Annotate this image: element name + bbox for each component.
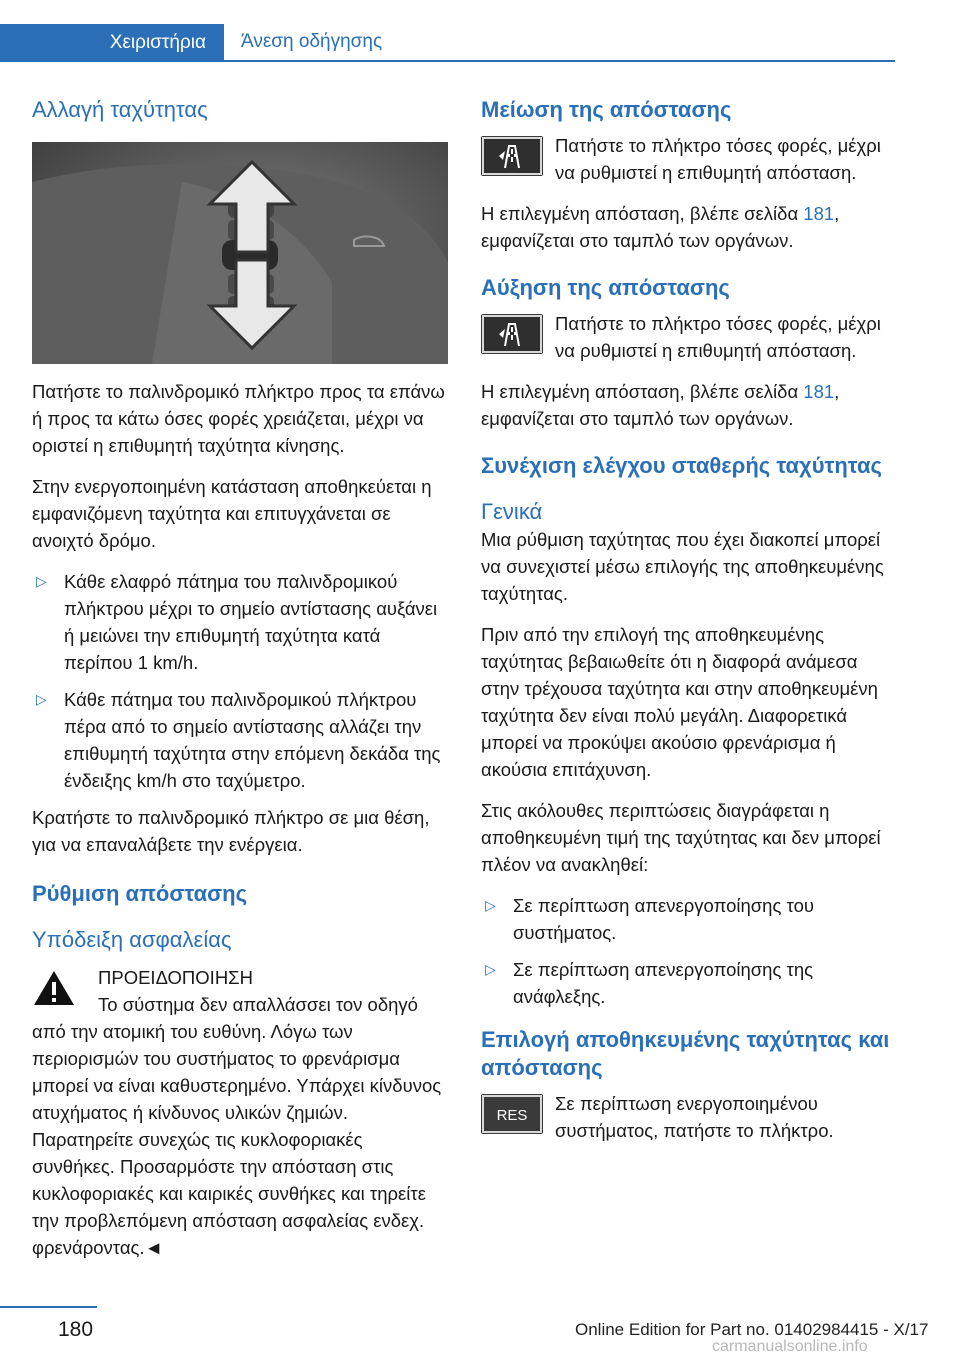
edition-text: Online Edition for Part no. 01402984415 - X/17	[575, 1320, 929, 1339]
increase-distance-block	[481, 310, 899, 364]
right-column	[481, 96, 899, 1158]
increase-distance-text: Πατήστε το πλήκτρο τόσες φορές, μέχρι να ρυθμιστεί η επιθυμητή απόσταση.	[555, 313, 881, 361]
heading-distance-setting: Ρύθμιση απόστασης	[32, 881, 248, 906]
general-para-2: Πριν από την επιλογή της αποθηκευμένης ταχύτητας βεβαιωθείτε ότι η διαφορά ανάμεσα στην τρέχουσα ταχύτητα και στην αποθηκευμένη ταχύτητα δεν είναι πολύ μεγάλη. Διαφορετικά μπορεί να προκύψει ακούσιο φρενάρισμα ή ακούσια επιτάχυνση.	[481, 624, 878, 780]
page-link-181[interactable]: 181	[803, 381, 835, 402]
reduce-ref: Η επιλεγμένη απόσταση, βλέπε σελίδα 181, εμφανίζεται στο ταμπλό των οργάνων.	[481, 203, 840, 251]
heading-change-speed: Αλλαγή ταχύτητας	[32, 97, 208, 122]
distance-button-icon	[481, 136, 543, 176]
page-header	[0, 0, 895, 64]
warning-title: ΠΡΟΕΙΔΟΠΟΙΗΣΗ	[98, 967, 253, 988]
page-link-181[interactable]: 181	[803, 203, 835, 224]
heading-continue-cruise: Συνέχιση ελέγχου σταθερής ταχύτητας	[481, 453, 882, 478]
left-column	[32, 96, 450, 1275]
reduce-distance-block	[481, 132, 899, 186]
warning-block	[32, 964, 450, 1261]
res-button	[481, 1094, 543, 1134]
steering-wheel-photo	[32, 142, 448, 364]
general-para-3: Στις ακόλουθες περιπτώσεις διαγράφεται η αποθηκευμένη τιμή της ταχύτητας και δεν μπορεί πλέον να ανακληθεί:	[481, 800, 881, 875]
para-hold-rocker: Κρατήστε το παλινδρομικό πλήκτρο σε μια θέση, για να επαναλάβετε την ενέργεια.	[32, 807, 430, 855]
svg-text:RES: RES	[496, 1107, 528, 1124]
tab-driving-comfort[interactable]: Άνεση οδήγησης	[224, 24, 895, 62]
select-stored-text: Σε περίπτωση ενεργοποιημένου συστήματος, πατήστε το πλήκτρο.	[555, 1093, 834, 1141]
distance-button-icon	[481, 314, 543, 354]
list-item: ▷ Σε περίπτωση απενεργοποίησης του συστήματος.	[481, 892, 899, 946]
list-item: ▷ Κάθε ελαφρό πάτημα του παλινδρομικού πλήκτρου μέχρι το σημείο αντίστασης αυξάνει ή μειώνει την επιθυμητή ταχύτητα κατά περίπου 1 km/h.	[32, 568, 450, 676]
triangle-bullet-icon: ▷	[485, 961, 496, 977]
list-item: ▷ Κάθε πάτημα του παλινδρομικού πλήκτρου πέρα από το σημείο αντίστασης αλλάζει την επιθυμητή ταχύτητα στην επόμενη δεκάδα της ένδειξης km/h στο ταχύμετρο.	[32, 686, 450, 794]
footer-rule	[0, 1306, 97, 1308]
tab-controls[interactable]: Χειριστήρια	[0, 24, 224, 62]
reduce-distance-text: Πατήστε το πλήκτρο τόσες φορές, μέχρι να ρυθμιστεί η επιθυμητή απόσταση.	[555, 135, 881, 183]
para-stored-speed: Στην ενεργοποιημένη κατάσταση αποθηκεύεται η εμφανιζόμενη ταχύτητα και επιτυγχάνεται σε ανοιχτό δρόμο.	[32, 476, 432, 551]
heading-safety-note: Υπόδειξη ασφαλείας	[32, 927, 232, 952]
increase-ref: Η επιλεγμένη απόσταση, βλέπε σελίδα 181, εμφανίζεται στο ταμπλό των οργάνων.	[481, 381, 840, 429]
heading-increase-distance: Αύξηση της απόστασης	[481, 275, 730, 300]
triangle-bullet-icon: ▷	[485, 897, 496, 913]
heading-general: Γενικά	[481, 499, 543, 524]
heading-select-stored: Επιλογή αποθηκευμένης ταχύτητας και απόστασης	[481, 1027, 890, 1080]
warning-triangle-icon	[32, 968, 76, 1008]
warning-text: Το σύστημα δεν απαλλάσσει τον οδηγό από την ατομική του ευθύνη. Λόγω των περιορισμών του συστήματος το φρενάρισμα μπορεί να είναι καθυστερημένο. Υπάρχει κίνδυνος ατυχήματος ή κίνδυνος υλικών ζημιών. Παρατηρείτε συνεχώς τις κυκλοφοριακές συνθήκες. Προσαρμόστε την απόσταση στις κυκλοφοριακές και καιρικές συνθήκες και τηρείτε την προβλεπόμενη απόσταση ασφαλείας ενδεχ. φρενάροντας.◄	[32, 994, 442, 1258]
bullet-list	[32, 568, 450, 794]
para-rocker-press: Πατήστε το παλινδρομικό πλήκτρο προς τα επάνω ή προς τα κάτω όσες φορές χρειάζεται, μέχρι να οριστεί η επιθυμητή ταχύτητα κίνησης.	[32, 381, 445, 456]
general-para-1: Μια ρύθμιση ταχύτητας που έχει διακοπεί μπορεί να συνεχιστεί μέσω επιλογής της αποθηκευμένης ταχύτητας.	[481, 529, 884, 604]
heading-reduce-distance: Μείωση της απόστασης	[481, 97, 732, 122]
select-stored-block	[481, 1090, 899, 1144]
list-item: ▷ Σε περίπτωση απενεργοποίησης της ανάφλεξης.	[481, 956, 899, 1010]
steering-wheel-rocker-icon	[32, 142, 448, 364]
page-number: 180	[58, 1318, 94, 1341]
triangle-bullet-icon: ▷	[36, 691, 47, 707]
watermark: carmanualsonline.info	[712, 1338, 868, 1355]
bullet-list	[481, 892, 899, 1010]
triangle-bullet-icon: ▷	[36, 573, 47, 589]
